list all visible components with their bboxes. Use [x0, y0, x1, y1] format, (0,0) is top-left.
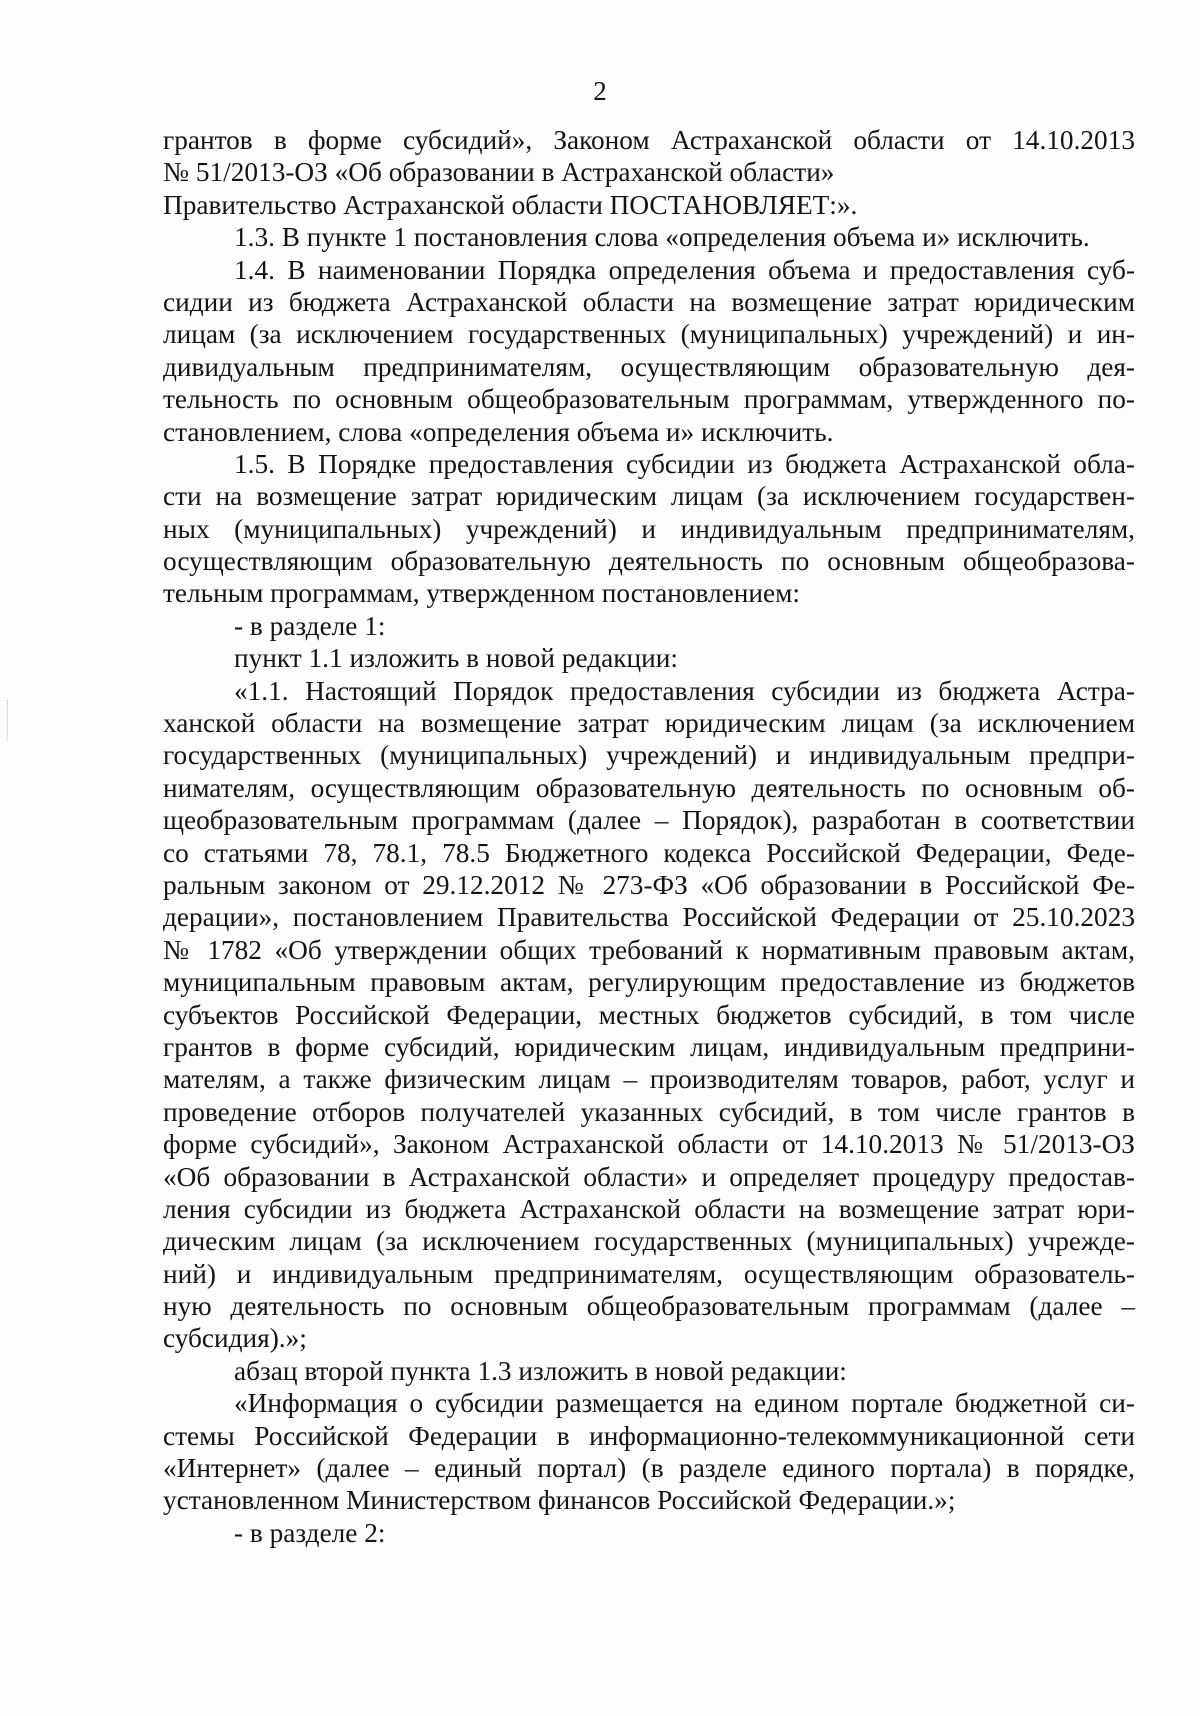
text-line: проведение отборов получателей указанных субсидий, в том числе грантов в — [163, 1096, 1135, 1127]
text-line: тельность по основным общеобразовательным программам, утвержденного по- — [163, 384, 1135, 415]
text-line: муниципальным правовым актам, регулирующим предоставление из бюджетов — [163, 967, 1135, 998]
text-line: нимателям, осуществляющим образовательную деятельность по основным об- — [163, 772, 1135, 803]
text-line: щеобразовательным программам (далее – Порядок), разработан в соответствии — [163, 805, 1135, 836]
text-line: № 51/2013-ОЗ «Об образовании в Астраханской области» — [163, 157, 835, 188]
text-line: Правительство Астраханской области ПОСТАНОВЛЯЕТ:». — [163, 189, 858, 220]
text-line: стемы Российской Федерации в информационно-телекоммуникационной сети — [163, 1420, 1135, 1451]
text-line: дическим лицам (за исключением государственных (муниципальных) учрежде- — [163, 1226, 1135, 1257]
text-line: - в разделе 1: — [234, 610, 386, 641]
text-line: ных (муниципальных) учреждений) и индивидуальным предпринимателям, — [163, 513, 1135, 544]
text-line: ханской области на возмещение затрат юридическим лицам (за исключением — [163, 708, 1135, 739]
text-line: 1.3. В пункте 1 постановления слова «определения объема и» исключить. — [234, 222, 1090, 253]
text-line: становлением, слова «определения объема и» исключить. — [163, 416, 834, 447]
scan-artifact — [7, 700, 11, 740]
text-line: дивидуальным предпринимателям, осуществляющим образовательную дея- — [163, 351, 1135, 382]
text-line: грантов в форме субсидий», Законом Астраханской области от 14.10.2013 — [163, 125, 1135, 155]
text-line: 1.4. В наименовании Порядка определения объема и предоставления суб- — [234, 254, 1135, 285]
text-line: мателям, а также физическим лицам – производителям товаров, работ, услуг и — [163, 1064, 1135, 1095]
text-line: «Об образовании в Астраханской области» и определяет процедуру предостав- — [163, 1161, 1135, 1192]
text-line: дерации», постановлением Правительства Российской Федерации от 25.10.2023 — [163, 902, 1135, 933]
text-line: сти на возмещение затрат юридическим лицам (за исключением государствен- — [163, 481, 1135, 512]
text-line: «1.1. Настоящий Порядок предоставления субсидии из бюджета Астра- — [234, 675, 1135, 706]
text-line: тельным программам, утвержденном постановлением: — [163, 578, 800, 609]
text-line: осуществляющим образовательную деятельность по основным общеобразова- — [163, 546, 1135, 577]
text-line: № 1782 «Об утверждении общих требований к нормативным правовым актам, — [163, 934, 1135, 965]
document-body — [163, 124, 1135, 1549]
text-line: «Интернет» (далее – единый портал) (в разделе единого портала) в порядке, — [163, 1453, 1135, 1484]
page-number: 2 — [593, 76, 607, 106]
text-line: государственных (муниципальных) учреждений) и индивидуальным предпри- — [163, 740, 1135, 771]
text-line: сидии из бюджета Астраханской области на возмещение затрат юридическим — [163, 286, 1135, 317]
text-line: ний) и индивидуальным предпринимателям, осуществляющим образователь- — [163, 1258, 1135, 1289]
text-line: ральным законом от 29.12.2012 № 273-ФЗ «Об образовании в Российской Фе- — [163, 869, 1135, 900]
text-line: грантов в форме субсидий, юридическим лицам, индивидуальным предприни- — [163, 1031, 1135, 1062]
text-line: форме субсидий», Законом Астраханской области от 14.10.2013 № 51/2013-ОЗ — [163, 1129, 1135, 1160]
text-line: 1.5. В Порядке предоставления субсидии из бюджета Астраханской обла- — [234, 448, 1135, 479]
text-line: лицам (за исключением государственных (муниципальных) учреждений) и ин- — [163, 319, 1135, 350]
text-line: пункт 1.1 изложить в новой редакции: — [234, 643, 678, 674]
text-line: «Информация о субсидии размещается на едином портале бюджетной си- — [234, 1388, 1135, 1419]
text-line: установленном Министерством финансов Российской Федерации.»; — [163, 1485, 956, 1516]
text-line: со статьями 78, 78.1, 78.5 Бюджетного кодекса Российской Федерации, Феде- — [163, 837, 1135, 868]
text-line: - в разделе 2: — [234, 1517, 386, 1548]
text-line: ную деятельность по основным общеобразовательным программам (далее – — [163, 1291, 1135, 1322]
text-line: субсидия).»; — [163, 1323, 307, 1354]
text-line: абзац второй пункта 1.3 изложить в новой редакции: — [234, 1355, 847, 1386]
text-line: ления субсидии из бюджета Астраханской области на возмещение затрат юри- — [163, 1193, 1135, 1224]
text-line: субъектов Российской Федерации, местных бюджетов субсидий, в том числе — [163, 999, 1135, 1030]
